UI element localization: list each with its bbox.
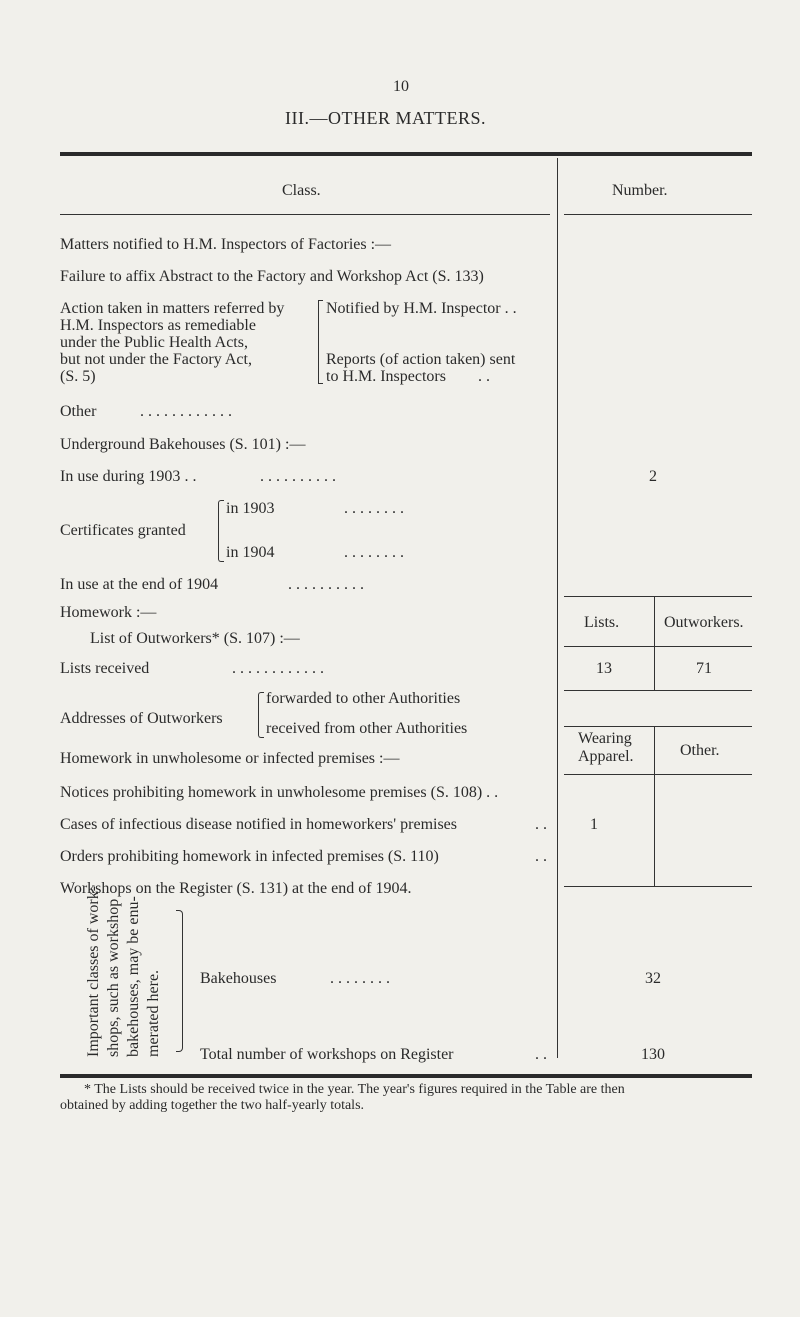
homework-label: Homework :—	[60, 604, 157, 621]
addresses-label: Addresses of Outworkers	[60, 710, 223, 727]
important-classes-line-1: Important classes of work-	[85, 885, 102, 1057]
apparel-header-rule	[564, 774, 752, 775]
class-header: Class.	[282, 182, 321, 199]
bakehouses-label: Bakehouses	[200, 970, 277, 987]
page-number: 10	[393, 78, 409, 95]
cert-1904-label: in 1904	[226, 544, 275, 561]
cases-infectious-value: 1	[590, 816, 598, 833]
failure-affix-label: Failure to affix Abstract to the Factory and Workshop Act (S. 133)	[60, 268, 484, 285]
action-brace	[318, 300, 323, 384]
received-label: received from other Authorities	[266, 720, 468, 737]
in-use-end-leaders: . . . . . . . . . .	[288, 576, 364, 593]
orders-prohibiting-leaders: . .	[535, 848, 547, 865]
total-workshops-value: 130	[641, 1046, 665, 1063]
lists-received-label: Lists received	[60, 660, 150, 677]
reports-label: Reports (of action taken) sent to H.M. Inspectors . .	[326, 351, 516, 385]
important-classes-line-3: bakehouses, may be enu-	[125, 896, 142, 1057]
footnote-line-1: * The Lists should be received twice in the year. The year's figures required in the Table are then	[84, 1082, 625, 1097]
action-taken-label: Action taken in matters referred by H.M. Inspectors as remediable under the Public Health Acts, but not under the Factory Act, (S. 5)	[60, 300, 285, 385]
cases-infectious-leaders: . .	[535, 816, 547, 833]
cert-1903-label: in 1903	[226, 500, 275, 517]
other-label: Other	[60, 403, 97, 420]
matters-notified-label: Matters notified to H.M. Inspectors of Factories :—	[60, 236, 392, 253]
cases-infectious-label: Cases of infectious disease notified in homeworkers' premises	[60, 816, 458, 833]
lists-top-rule	[564, 596, 752, 597]
in-use-end-1904-label: In use at the end of 1904	[60, 576, 219, 593]
list-outworkers-label: List of Outworkers* (S. 107) :—	[90, 630, 300, 647]
apparel-bottom-rule	[564, 886, 752, 887]
notices-prohibiting-label: Notices prohibiting homework in unwholesome premises (S. 108) . .	[60, 784, 499, 801]
lists-received-leaders: . . . . . . . . . . . .	[232, 660, 324, 677]
homework-unwholesome-label: Homework in unwholesome or infected premises :—	[60, 750, 400, 767]
orders-prohibiting-label: Orders prohibiting homework in infected premises (S. 110)	[60, 848, 439, 865]
footnote-line-2: obtained by adding together the two half-yearly totals.	[60, 1098, 365, 1113]
cert-brace	[218, 500, 224, 562]
important-classes-line-4: merated here.	[145, 969, 162, 1057]
lists-divider	[654, 596, 655, 690]
lists-bottom-rule	[564, 690, 752, 691]
header-rule-right	[564, 214, 752, 215]
notified-by-label: Notified by H.M. Inspector . .	[326, 300, 517, 317]
underground-label: Underground Bakehouses (S. 101) :—	[60, 436, 306, 453]
in-use-1903-label: In use during 1903 . .	[60, 468, 197, 485]
page-title: III.—OTHER MATTERS.	[285, 108, 486, 128]
bakehouses-value: 32	[645, 970, 661, 987]
total-workshops-leaders: . .	[535, 1046, 547, 1063]
bakehouses-leaders: . . . . . . . .	[330, 970, 390, 987]
wearing-apparel-subheader: Wearing Apparel.	[578, 730, 634, 765]
workshops-register-label: Workshops on the Register (S. 131) at the end of 1904.	[60, 880, 412, 897]
cert-1903-leaders: . . . . . . . .	[344, 500, 404, 517]
forwarded-label: forwarded to other Authorities	[266, 690, 461, 707]
column-divider	[557, 158, 558, 1058]
lists-received-lists-value: 13	[596, 660, 612, 677]
other-leaders: . . . . . . . . . . . .	[140, 403, 232, 420]
number-header: Number.	[612, 182, 668, 199]
lists-received-outworkers-value: 71	[696, 660, 712, 677]
outworkers-subheader: Outworkers.	[664, 614, 744, 631]
other-subheader: Other.	[680, 742, 720, 759]
cert-1904-leaders: . . . . . . . .	[344, 544, 404, 561]
header-rule-left	[60, 214, 550, 215]
lists-subheader: Lists.	[584, 614, 620, 631]
in-use-1903-value: 2	[649, 468, 657, 485]
apparel-top-rule	[564, 726, 752, 727]
total-workshops-label: Total number of workshops on Register	[200, 1046, 454, 1063]
addresses-brace	[258, 692, 264, 738]
apparel-divider	[654, 726, 655, 886]
bottom-rule	[60, 1074, 752, 1078]
important-classes-line-2: shops, such as workshop	[105, 898, 122, 1057]
important-brace	[176, 910, 183, 1052]
certificates-label: Certificates granted	[60, 522, 186, 539]
in-use-1903-leaders: . . . . . . . . . .	[260, 468, 336, 485]
lists-header-rule	[564, 646, 752, 647]
top-rule	[60, 152, 752, 156]
